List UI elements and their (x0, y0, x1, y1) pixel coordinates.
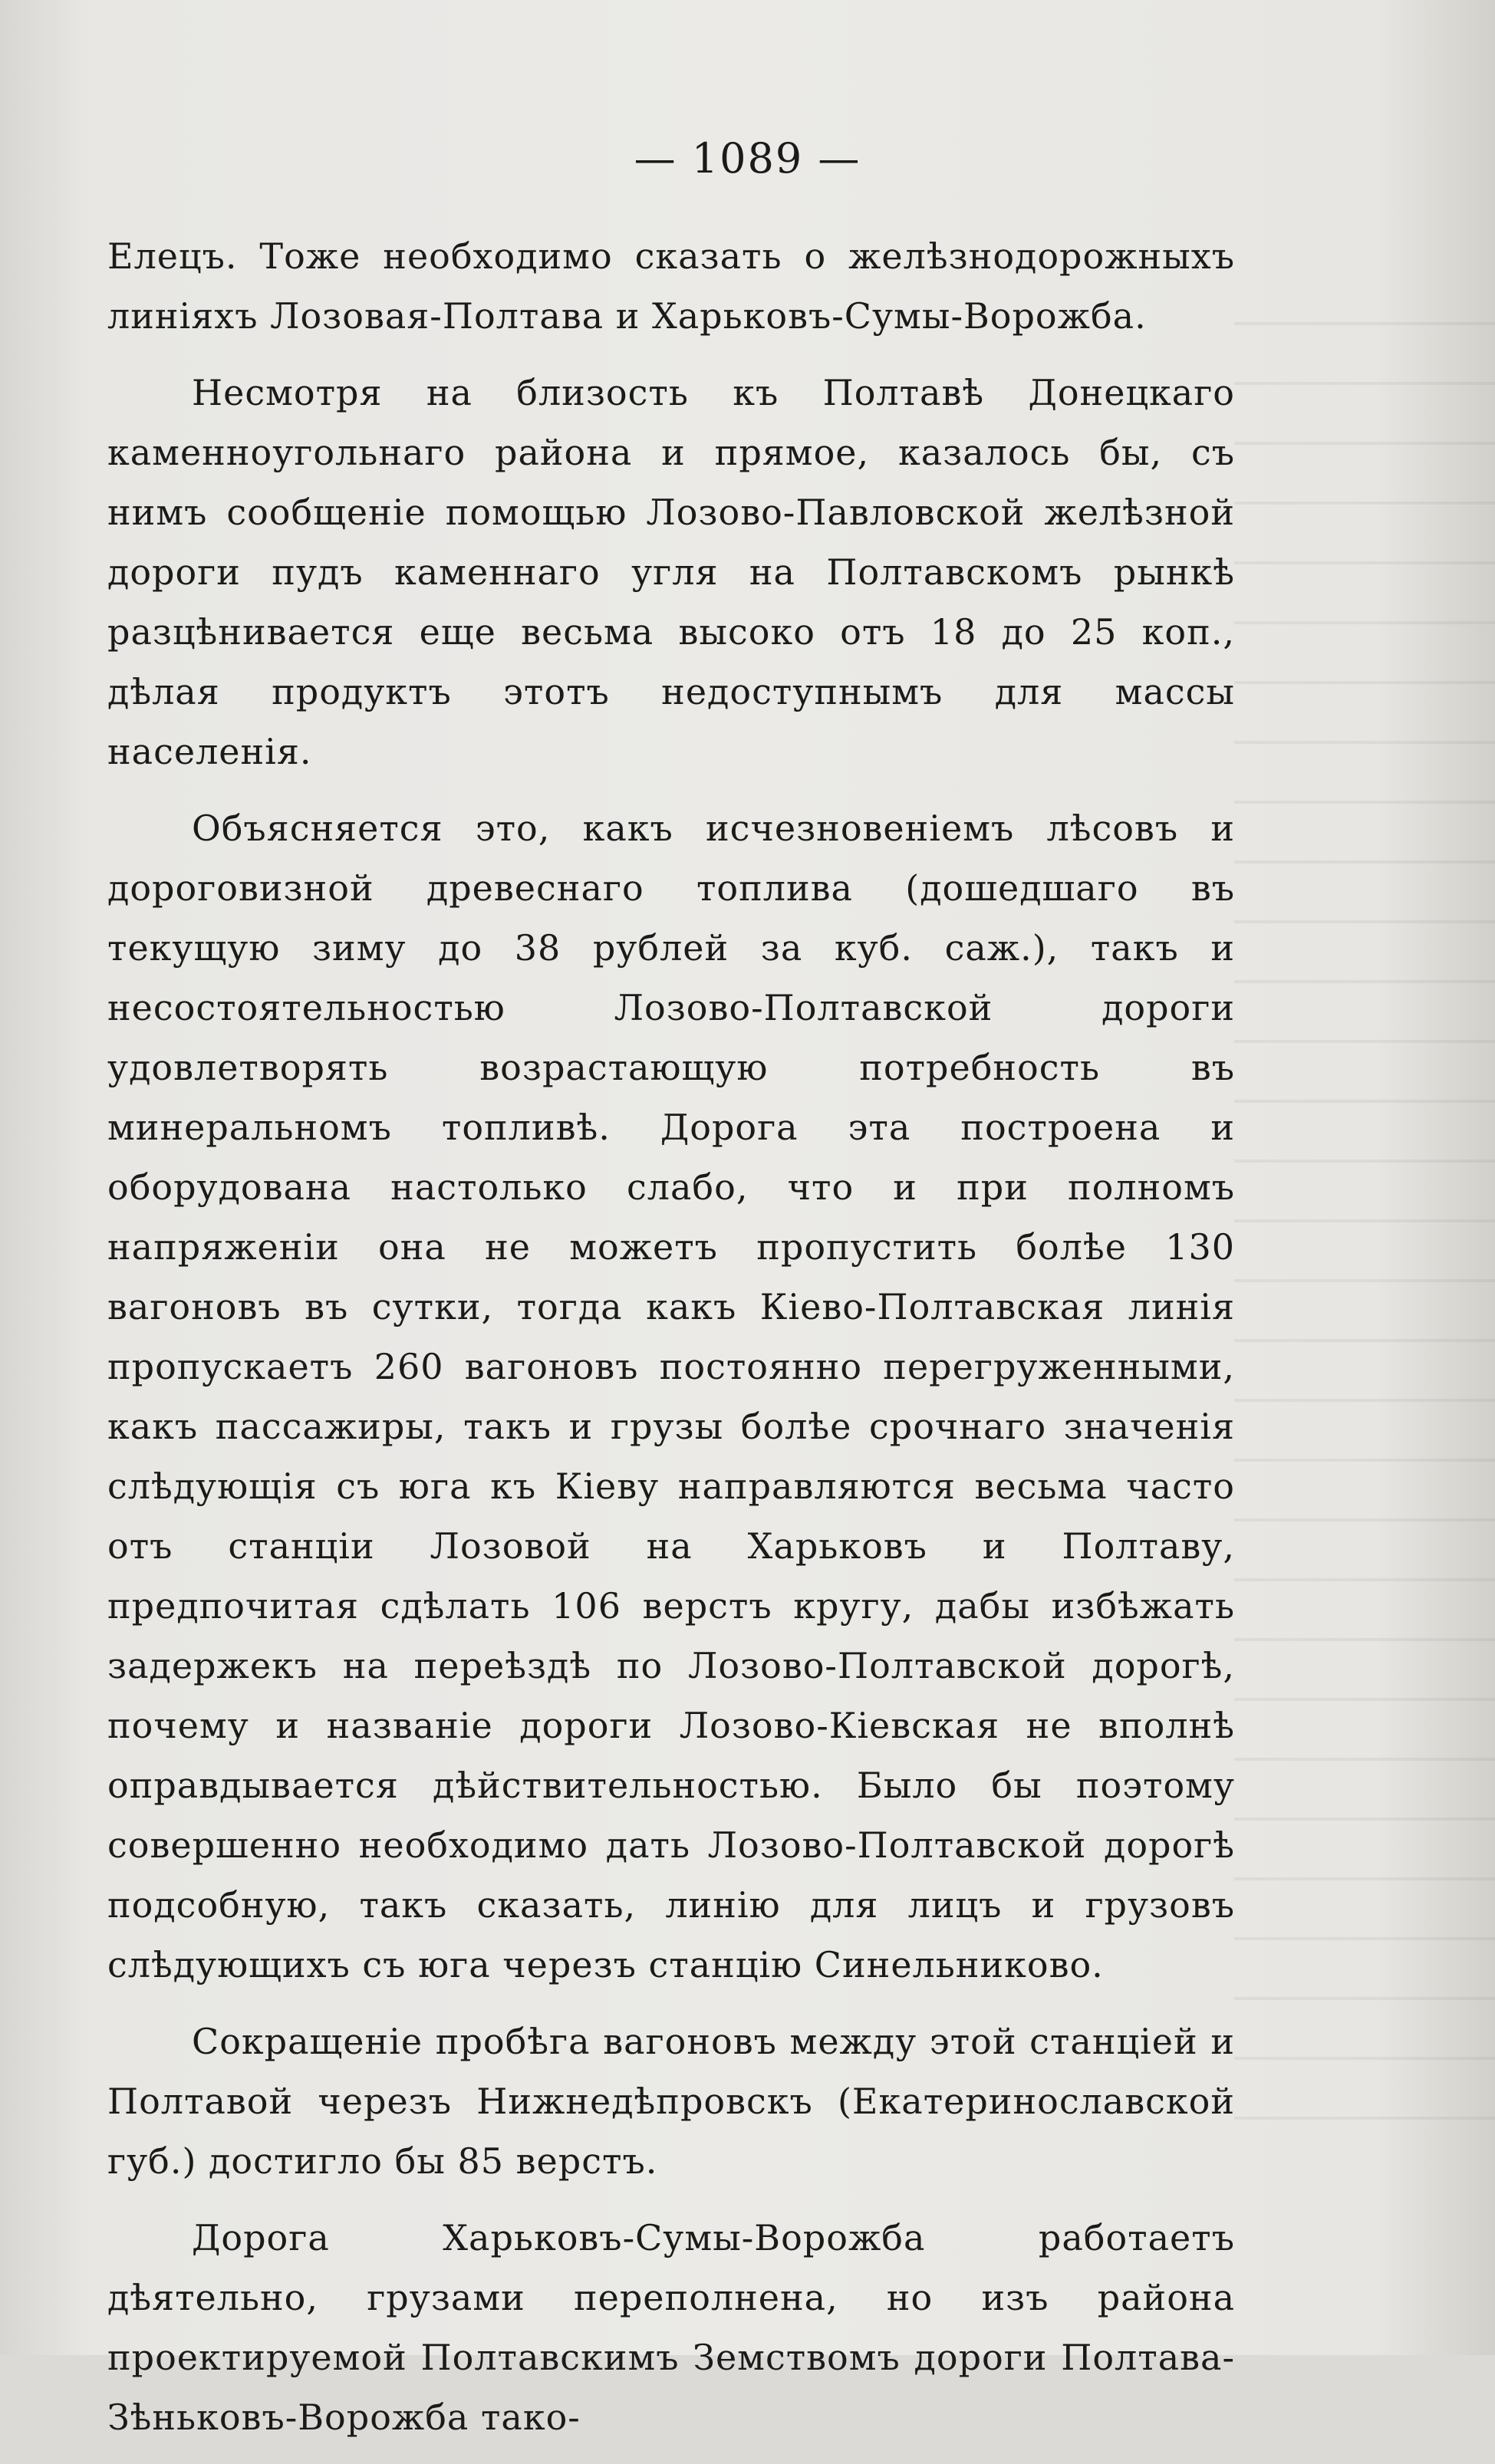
paragraph: Объясняется это, какъ исчезновенiемъ лѣсовъ и дороговизной древеснаго топлива (дошедшаго въ текущую зиму до 38 рублей за куб. саж.), такъ и несостоятельностью Лозово-Полтавской дороги удовлетворять возрастающую потребность въ минеральномъ топливѣ. Дорога эта построена и оборудована настолько слабо, что и при полномъ напряженiи она не можетъ пропустить болѣе 130 вагоновъ въ сутки, тогда какъ Кiево-Полтавская линiя пропускаетъ 260 вагоновъ постоянно перегруженными, какъ пассажиры, такъ и грузы болѣе срочнаго значенiя слѣдующiя съ юга къ Кiеву направляются весьма часто отъ станцiи Лозовой на Харьковъ и Полтаву, предпочитая сдѣлать 106 верстъ кругу, дабы избѣжать задержекъ на переѣздѣ по Лозово-Полтавской дорогѣ, почему и названiе дороги Лозово-Кiевская не вполнѣ оправдывается дѣйствительностью. Было бы поэтому совершенно необходимо дать Лозово-Полтавской дорогѣ подсобную, такъ сказать, линiю для лицъ и грузовъ слѣдующихъ съ юга черезъ станцiю Синельниково. (107, 808, 1235, 1985)
paragraph: Сокращенiе пробѣга вагоновъ между этой станцiей и Полтавой черезъ Нижнедѣпровскъ (Екатеринославской губ.) достигло бы 85 верстъ. (107, 2021, 1235, 2182)
page-number: — 1089 — (634, 134, 861, 183)
paragraph: Дорога Харьковъ-Сумы-Ворожба работаетъ дѣятельно, грузами переполнена, но изъ района проектируемой Полтавскимъ Земствомъ дороги Полтава-Зѣньковъ-Ворожба тако- (107, 2217, 1235, 2438)
body-text (107, 226, 1235, 2464)
paragraph: Елецъ. Тоже необходимо сказать о желѣзнодорожныхъ линiяхъ Лозовая-Полтава и Харьковъ-Сумы-Ворожба. (107, 235, 1235, 337)
paragraph: Несмотря на близость къ Полтавѣ Донецкаго каменноугольнаго района и прямое, казалось бы, съ нимъ сообщенiе помощью Лозово-Павловской желѣзной дороги пудъ каменнаго угля на Полтавскомъ рынкѣ разцѣнивается еще весьма высоко отъ 18 до 25 коп., дѣлая продуктъ этотъ недоступнымъ для массы населенiя. (107, 372, 1235, 772)
show-through-text (1234, 291, 1495, 2170)
